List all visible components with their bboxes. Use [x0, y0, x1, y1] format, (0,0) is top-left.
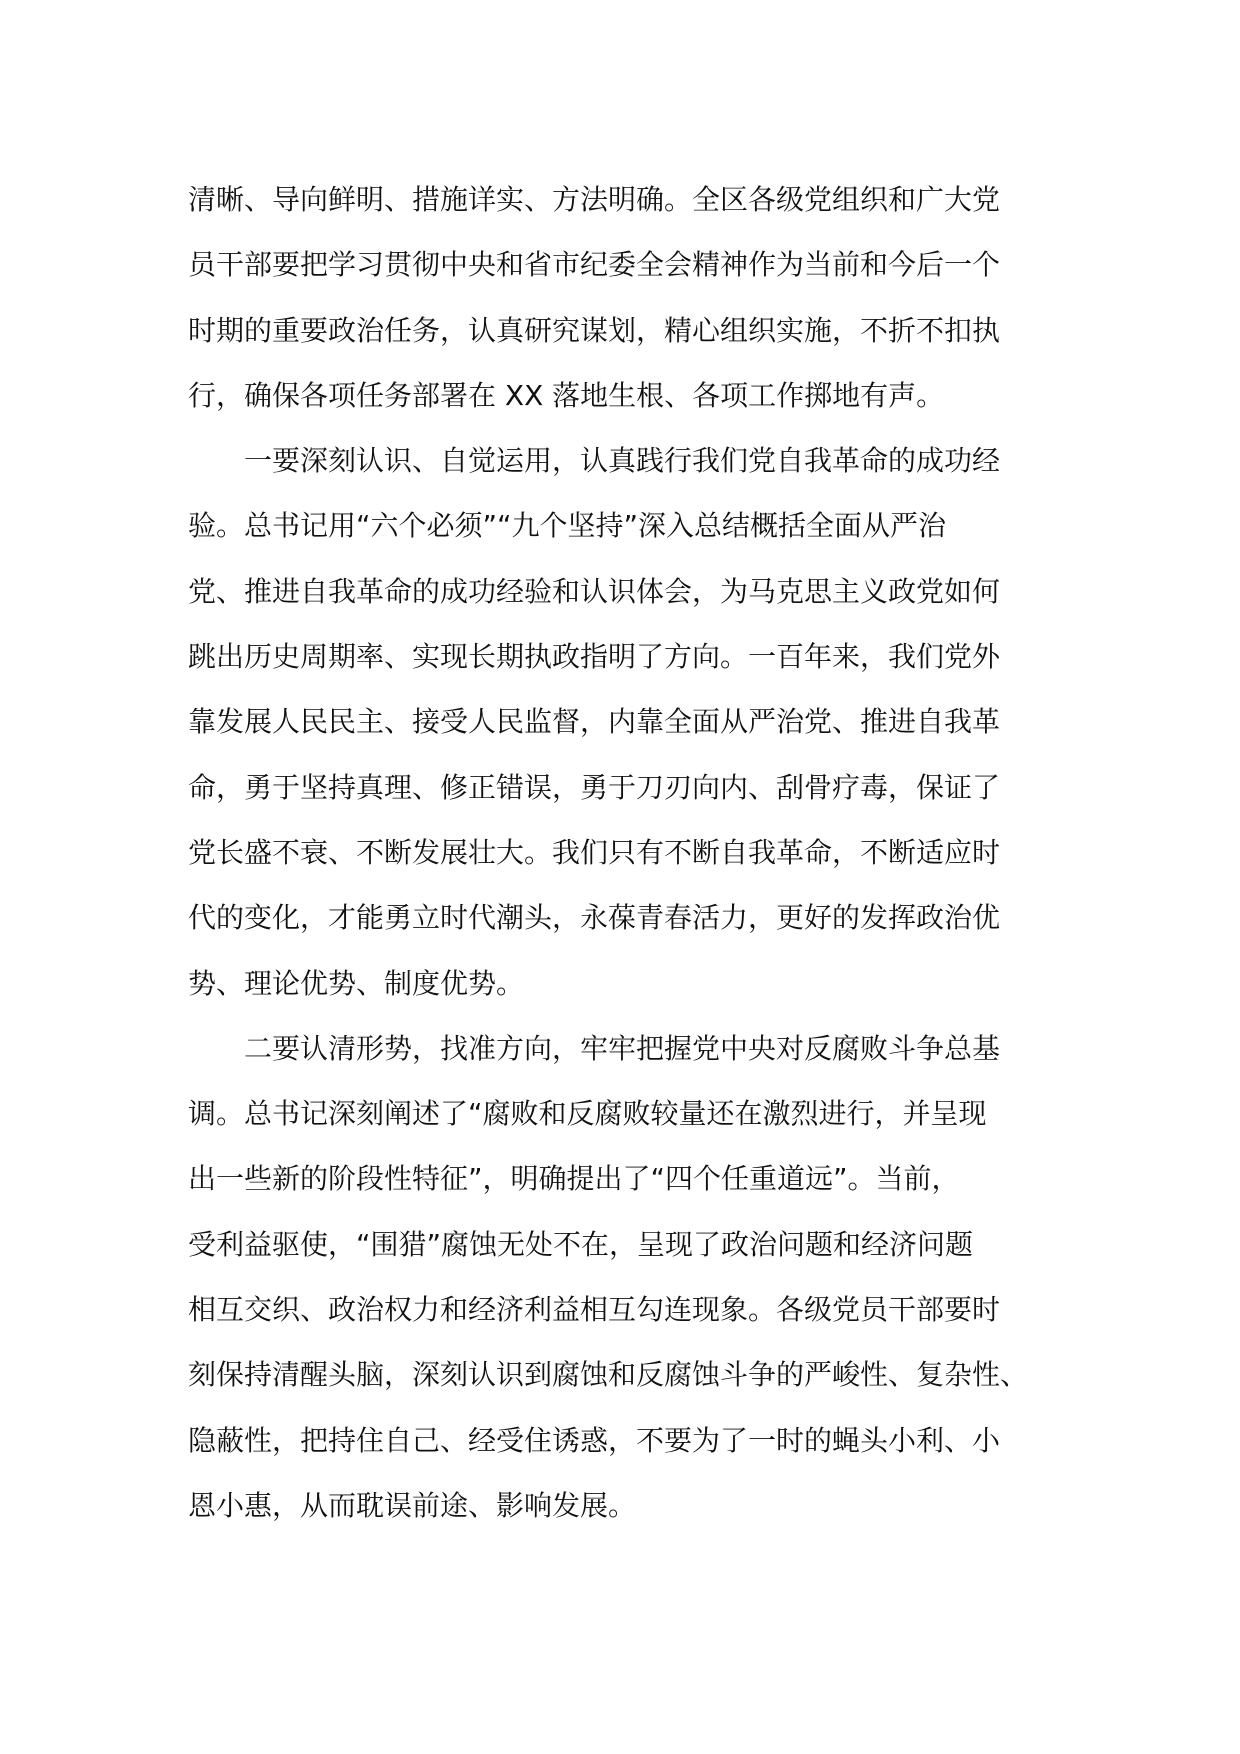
text-line: 党长盛不衰、不断发展壮大。我们只有不断自我革命，不断适应时 [188, 835, 1001, 869]
text-line: 势、理论优势、制度优势。 [188, 966, 525, 1000]
text-line: 员干部要把学习贯彻中央和省市纪委全会精神作为当前和今后一个 [188, 248, 1001, 282]
text-line: 验。总书记用“六个必须”“九个坚持”深入总结概括全面从严治 [188, 509, 947, 543]
text-line: 靠发展人民民主、接受人民监督，内靠全面从严治党、推进自我革 [188, 705, 1001, 739]
text-line: 清晰、导向鲜明、措施详实、方法明确。全区各级党组织和广大党 [188, 183, 1001, 216]
text-line: 恩小惠，从而耽误前途、影响发展。 [188, 1488, 637, 1522]
text-line: 相互交织、政治权力和经济利益相互勾连现象。各级党员干部要时 [188, 1293, 1001, 1327]
text-line: 时期的重要政治任务，认真研究谋划，精心组织实施，不折不扣执 [188, 313, 1001, 347]
text-line: 命，勇于坚持真理、修正错误，勇于刀刃向内、刮骨疗毒，保证了 [188, 770, 1001, 804]
text-line: 出一些新的阶段性特征”，明确提出了“四个任重道远”。当前， [188, 1162, 960, 1196]
text-line: 跳出历史周期率、实现长期执政指明了方向。一百年来，我们党外 [188, 640, 1001, 674]
text-line: 党、推进自我革命的成功经验和认识体会，为马克思主义政党如何 [188, 574, 1001, 608]
text-line: 受利益驱使，“围猎”腐蚀无处不在，呈现了政治问题和经济问题 [188, 1227, 974, 1261]
text-line: 调。总书记深刻阐述了“腐败和反腐败较量还在激烈进行，并呈现 [188, 1097, 987, 1131]
text-line: 代的变化，才能勇立时代潮头，永葆青春活力，更好的发挥政治优 [188, 901, 1001, 935]
document-body [188, 167, 1058, 1538]
text-line: 二要认清形势，找准方向，牢牢把握党中央对反腐败斗争总基 [244, 1031, 1001, 1065]
text-line: 隐蔽性，把持住自己、经受住诱惑，不要为了一时的蝇头小利、小 [188, 1423, 1001, 1457]
text-line: 行，确保各项任务部署在 XX 落地生根、各项工作掷地有声。 [188, 378, 945, 412]
text-line: 一要深刻认识、自觉运用，认真践行我们党自我革命的成功经 [244, 444, 1001, 478]
text-line: 刻保持清醒头脑，深刻认识到腐蚀和反腐蚀斗争的严峻性、复杂性、 [188, 1358, 1029, 1392]
